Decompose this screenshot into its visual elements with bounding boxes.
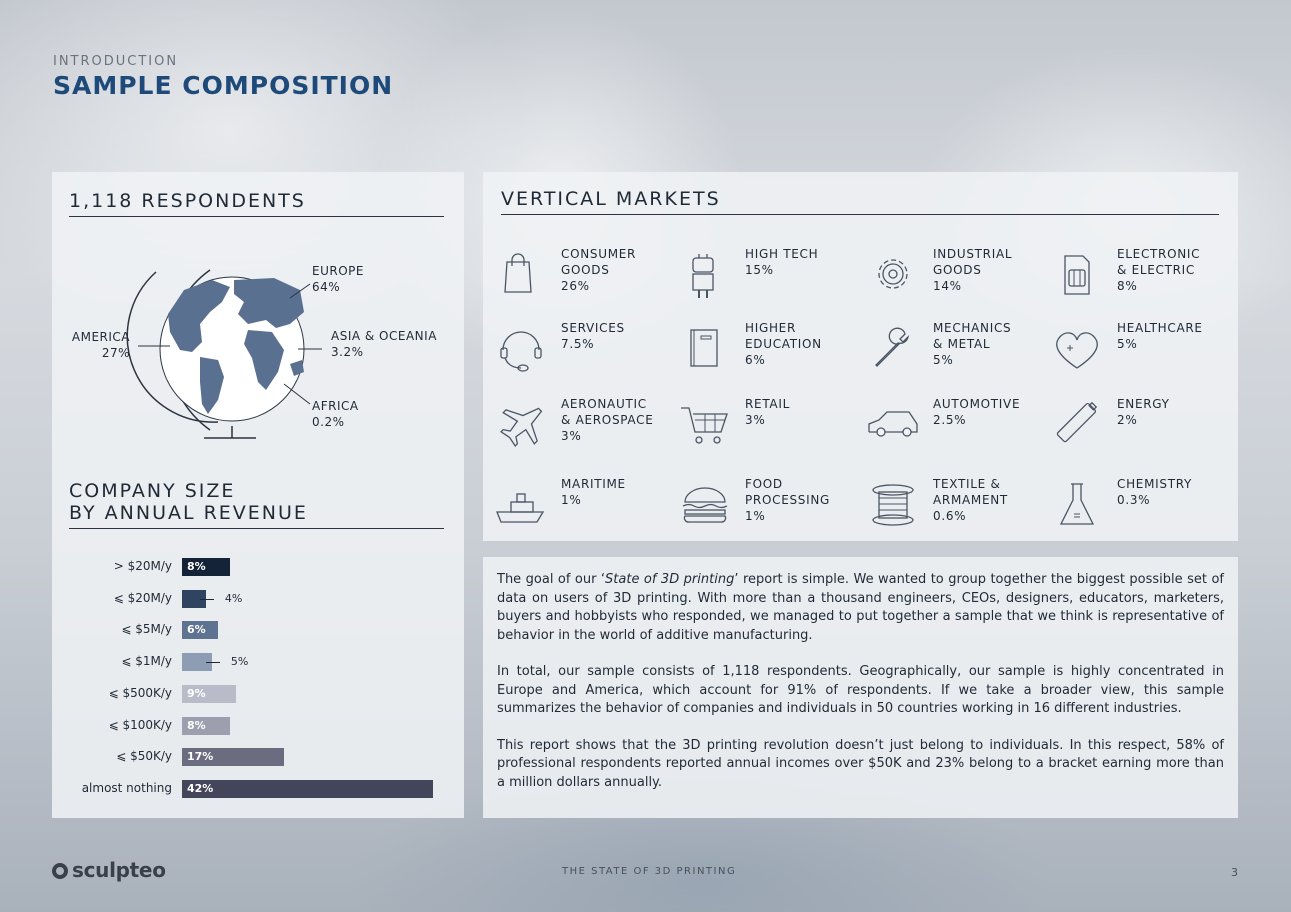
market-label: HIGH TECH 15% xyxy=(745,247,819,277)
bar xyxy=(182,780,433,798)
shopping-cart-icon xyxy=(677,396,733,452)
heart-icon xyxy=(1049,320,1105,376)
intro-text-panel xyxy=(483,557,1238,818)
flask-icon xyxy=(1049,476,1105,532)
wrench-icon xyxy=(865,320,921,376)
market-item xyxy=(677,246,857,306)
bar-row xyxy=(52,590,464,608)
bar-category-label: ⩽ $50K/y xyxy=(116,749,172,764)
market-label: AERONAUTIC & AEROSPACE 3% xyxy=(561,397,654,443)
market-item xyxy=(677,320,857,380)
shopping-bag-icon xyxy=(493,246,549,302)
market-item xyxy=(1049,476,1229,536)
market-label: ENERGY 2% xyxy=(1117,397,1170,427)
bar-row xyxy=(52,653,464,671)
bar-row xyxy=(52,558,464,576)
market-label: HIGHER EDUCATION 6% xyxy=(745,321,822,367)
revenue-bar-chart xyxy=(52,558,464,808)
bar-value-label: 8% xyxy=(187,560,206,573)
bar-category-label: ⩽ $20M/y xyxy=(113,590,172,605)
bar-value-leader xyxy=(200,599,214,600)
market-item xyxy=(677,476,857,536)
vertical-markets-panel xyxy=(483,172,1238,541)
bar-value-label: 8% xyxy=(187,718,206,732)
airplane-icon xyxy=(493,396,549,452)
market-label: SERVICES 7.5% xyxy=(561,321,625,351)
market-item xyxy=(493,320,673,380)
region-europe: EUROPE 64% xyxy=(312,264,364,294)
burger-icon xyxy=(677,476,733,532)
bar-value-label: 5% xyxy=(230,655,249,669)
bar-category-label: > $20M/y xyxy=(113,559,172,573)
book-icon xyxy=(677,320,733,376)
globe-figure xyxy=(52,232,464,452)
headset-icon xyxy=(493,320,549,376)
bar-category-label: almost nothing xyxy=(81,780,172,795)
market-label: FOOD PROCESSING 1% xyxy=(745,477,831,523)
thread-spool-icon xyxy=(865,476,921,532)
region-africa: AFRICA 0.2% xyxy=(312,399,359,429)
region-america: AMERICA 27% xyxy=(71,330,130,360)
battery-icon xyxy=(1049,396,1105,452)
market-item xyxy=(865,320,1045,380)
market-item xyxy=(1049,246,1229,306)
market-label: RETAIL 3% xyxy=(745,397,790,427)
market-item xyxy=(1049,396,1229,456)
company-size-title: COMPANY SIZE BY ANNUAL REVENUE xyxy=(69,480,444,529)
market-label: HEALTHCARE 5% xyxy=(1117,321,1203,351)
bar-value-label: 9% xyxy=(187,686,206,700)
market-item xyxy=(865,396,1045,456)
bar-row xyxy=(52,717,464,735)
bar-category-label: ⩽ $100K/y xyxy=(108,717,172,732)
gear-icon xyxy=(865,246,921,302)
market-label: CHEMISTRY 0.3% xyxy=(1117,477,1193,507)
market-item xyxy=(493,476,673,536)
market-label: MARITIME 1% xyxy=(561,477,626,507)
page-title: SAMPLE COMPOSITION xyxy=(53,71,394,100)
logo-mark-icon xyxy=(52,863,68,879)
bar-category-label: ⩽ $500K/y xyxy=(108,685,172,700)
market-label: AUTOMOTIVE 2.5% xyxy=(933,397,1021,427)
region-asia-oceania: ASIA & OCEANIA 3.2% xyxy=(331,329,437,359)
section-kicker: INTRODUCTION xyxy=(53,54,179,69)
market-item xyxy=(865,246,1045,306)
vertical-markets-title: VERTICAL MARKETS xyxy=(501,188,1219,215)
market-label: TEXTILE & ARMAMENT 0.6% xyxy=(933,477,1008,523)
respondents-title: 1,118 RESPONDENTS xyxy=(69,190,444,217)
intro-paragraph-1: The goal of our ‘State of 3D printing’ report is simple. We wanted to group together the biggest possible set of data on users of 3D printing. With more than a thousand engineers, CEOs, designers, educators, marketers, buyers and hobbyists who responded, we managed to put together a sample that we think is representative of behavior in the world of additive manufacturing. xyxy=(497,572,1224,643)
robot-icon xyxy=(677,246,733,302)
bar-value-leader xyxy=(206,662,220,663)
sculpteo-logo: sculpteo xyxy=(52,858,166,882)
sim-card-icon xyxy=(1049,246,1105,302)
bar-value-label: 17% xyxy=(187,750,214,764)
bar-value-label: 4% xyxy=(224,591,243,605)
respondents-panel xyxy=(52,172,464,818)
bar-category-label: ⩽ $1M/y xyxy=(121,654,172,669)
ship-icon xyxy=(493,476,549,532)
footer-report-title: THE STATE OF 3D PRINTING xyxy=(562,866,737,877)
intro-paragraph-3: This report shows that the 3D printing revolution doesn’t just belong to individuals. In this respect, 58% of professional respondents reported annual incomes over $50K and 23% belong to a bracket earning more than a million dollars annually. xyxy=(497,737,1224,790)
bar-row xyxy=(52,780,464,798)
bar-value-label: 42% xyxy=(187,781,214,795)
market-item xyxy=(1049,320,1229,380)
market-label: CONSUMER GOODS 26% xyxy=(561,247,637,293)
bar-row xyxy=(52,621,464,639)
page-number: 3 xyxy=(1231,866,1238,879)
car-icon xyxy=(865,396,921,452)
bar-row xyxy=(52,685,464,703)
page-header xyxy=(53,54,393,100)
bar-value-label: 6% xyxy=(187,623,206,637)
market-item xyxy=(677,396,857,456)
bar-category-label: ⩽ $5M/y xyxy=(121,622,172,637)
intro-paragraph-2: In total, our sample consists of 1,118 respondents. Geographically, our sample is highly concentrated in Europe and America, which account for 91% of respondents. If we take a broader view, this sample summarizes the behavior of companies and individuals in 50 countries working in 16 different industries. xyxy=(497,664,1224,716)
bar-row xyxy=(52,748,464,766)
market-item xyxy=(865,476,1045,536)
market-item xyxy=(493,246,673,306)
market-label: ELECTRONIC & ELECTRIC 8% xyxy=(1117,247,1201,293)
market-label: MECHANICS & METAL 5% xyxy=(933,321,1012,367)
market-label: INDUSTRIAL GOODS 14% xyxy=(933,247,1013,293)
market-item xyxy=(493,396,673,456)
